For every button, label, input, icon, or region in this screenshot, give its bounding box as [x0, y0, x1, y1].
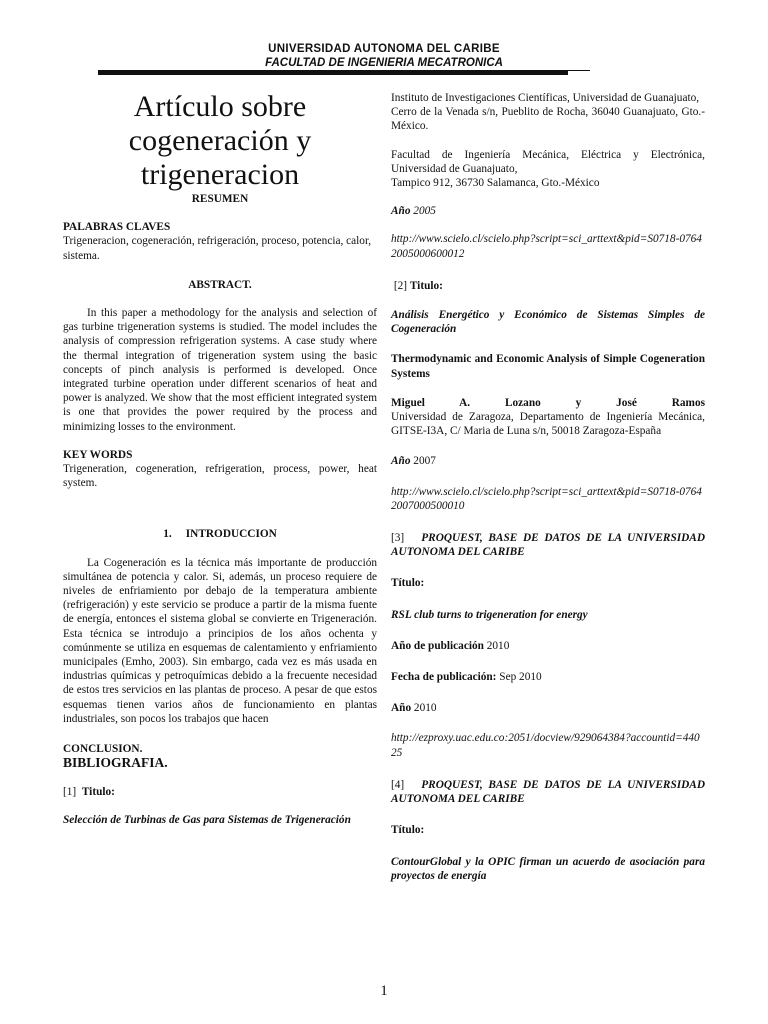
ref2-authors: Miguel A. Lozano y José Ramos: [391, 396, 705, 409]
ref3-title: RSL club turns to trigeneration for energy: [391, 608, 588, 621]
ref1-title: Selección de Turbinas de Gas para Sistemas de Trigeneración: [63, 813, 351, 826]
ref3-year: [391, 701, 705, 715]
ref4-titulo-label: Título:: [391, 824, 425, 837]
ref2-number: [2]: [393, 279, 408, 292]
ref3-url[interactable]: http://ezproxy.uac.edu.co:2051/docview/929064384?accountid=44025: [391, 732, 700, 759]
ref3-pub-date: [391, 670, 705, 684]
title-line: cogeneración y: [128, 124, 312, 157]
ref1-label: [63, 785, 377, 799]
ref4-source-text: PROQUEST, BASE DE DATOS DE LA UNIVERSIDAD AUTONOMA DEL CARIBE: [391, 778, 705, 806]
ref4-number: [4]: [391, 778, 405, 791]
ref4-title: ContourGlobal y la OPIC firman un acuerdo de asociación para proyectos de energía: [391, 855, 705, 882]
pub-date-value: Sep 2010: [499, 671, 542, 684]
year-label: Año: [391, 702, 412, 715]
pub-year-value: 2010: [486, 639, 510, 652]
abstract-text: In this paper a methodology for the analysis and selection of gas turbine trigeneration systems is studied. The model includes the analysis of compression refrigeration systems. A case study where the thermal integration of trigeneration system using the basic concepts of pinch analysis is performed is developed. Once integrated turbine operation under different scenarios of heat and power is analyzed. We show that the most efficient integrated system is one that provides the power required by the process and minimizing losses to the environment.: [63, 307, 377, 433]
ref4-source: [391, 778, 705, 806]
ref3-titulo-label: Título:: [391, 577, 425, 590]
key-words-heading: KEY WORDS: [63, 448, 133, 461]
institution-1-address: Cerro de la Venada s/n, Pueblito de Rocha, 36040 Guanajuato, Gto.-México.: [391, 106, 705, 133]
pub-year-label: Año de publicación: [391, 639, 484, 652]
ref2-url[interactable]: http://www.scielo.cl/scielo.php?script=sci_arttext&pid=S0718-07642007000500010: [391, 485, 702, 512]
resumen-heading: RESUMEN: [191, 193, 249, 205]
institution-2-address: Tampico 912, 36730 Salamanca, Gto.-México: [391, 177, 600, 190]
abstract-heading: ABSTRACT.: [188, 278, 252, 291]
ref3-pub-year: [391, 639, 705, 653]
year-value: 2010: [413, 702, 437, 715]
ref1-number: [1]: [63, 785, 77, 798]
conclusion-heading: CONCLUSION.: [63, 743, 143, 756]
title-line: Artículo sobre: [133, 90, 307, 123]
palabras-claves-heading: PALABRAS CLAVES: [63, 221, 171, 234]
year-label: Año: [391, 455, 411, 468]
left-column: [63, 88, 377, 827]
bibliografia-heading: BIBLIOGRAFIA.: [63, 755, 168, 771]
ref3-source: [391, 531, 705, 559]
ref3-source-text: PROQUEST, BASE DE DATOS DE LA UNIVERSIDAD AUTONOMA DEL CARIBE: [391, 532, 705, 559]
institution-2: Facultad de Ingeniería Mecánica, Eléctrica y Electrónica, Universidad de Guanajuato,: [391, 148, 705, 175]
palabras-claves-text: Trigeneracion, cogeneración, refrigeración, proceso, potencia, calor, sistema.: [63, 235, 372, 262]
year-value: 2007: [413, 455, 436, 468]
year-label: Año: [391, 205, 411, 218]
introduccion-text: La Cogeneración es la técnica más importante de producción simultánea de potencia y calor. Si, además, un proceso requiere de niveles de enfriamiento por debajo de la temperatura ambiente (refrigeración) y este servicio se produce a partir de la misma fuente de energía, entonces el sistema global se convierte en Trigeneración. Esta técnica se introdujo a principios de los años ochenta y comúnmente se utiliza en esquemas de calentamiento y enfriamiento municipales (Emho, 2003). Sin embargo, cada vez es más usada en industrias químicas y petroquímicas debido a la frecuente necesidad de estos tres servicios en las plantas de proceso. A pesar de que estos esquemas tienen varios años de funcionamiento en plantas industriales, son pocos los trabajos que hacen: [63, 556, 377, 725]
right-column: [391, 91, 705, 883]
header-rule: [98, 70, 568, 75]
year-value: 2005: [413, 205, 436, 218]
article-title: [63, 90, 377, 192]
page-number: 1: [380, 983, 388, 999]
faculty-header: FACULTAD DE INGENIERIA MECATRONICA: [265, 57, 503, 69]
ref2-titulo-label: Titulo:: [409, 279, 443, 292]
header-rule-thin: [568, 70, 590, 71]
ref2-title-es: Análisis Energético y Económico de Sistemas Simples de Cogeneración: [391, 309, 705, 336]
key-words-text: Trigeneration, cogeneration, refrigeration, process, power, heat system.: [63, 463, 377, 490]
ref3-number: [3]: [391, 532, 405, 545]
ref2-affiliation: Universidad de Zaragoza, Departamento de Ingeniería Mecánica, GITSE-I3A, C/ Maria de Luna s/n, 50018 Zaragoza-España: [391, 411, 705, 438]
ref1-year: [391, 204, 705, 218]
institution-1: Instituto de Investigaciones Científicas, Universidad de Guanajuato,: [391, 92, 700, 104]
ref2-year: [391, 454, 705, 468]
ref2-title-en: Thermodynamic and Economic Analysis of Simple Cogeneration Systems: [391, 353, 705, 380]
ref1-titulo-label: Titulo:: [81, 785, 115, 798]
university-header: UNIVERSIDAD AUTONOMA DEL CARIBE: [268, 43, 500, 55]
ref2-label: [391, 279, 705, 293]
title-line: trigeneracion: [140, 158, 300, 191]
ref1-url[interactable]: http://www.scielo.cl/scielo.php?script=sci_arttext&pid=S0718-07642005000600012: [391, 233, 702, 260]
pub-date-label: Fecha de publicación:: [391, 671, 497, 684]
introduccion-heading: 1. INTRODUCCION: [163, 528, 277, 541]
